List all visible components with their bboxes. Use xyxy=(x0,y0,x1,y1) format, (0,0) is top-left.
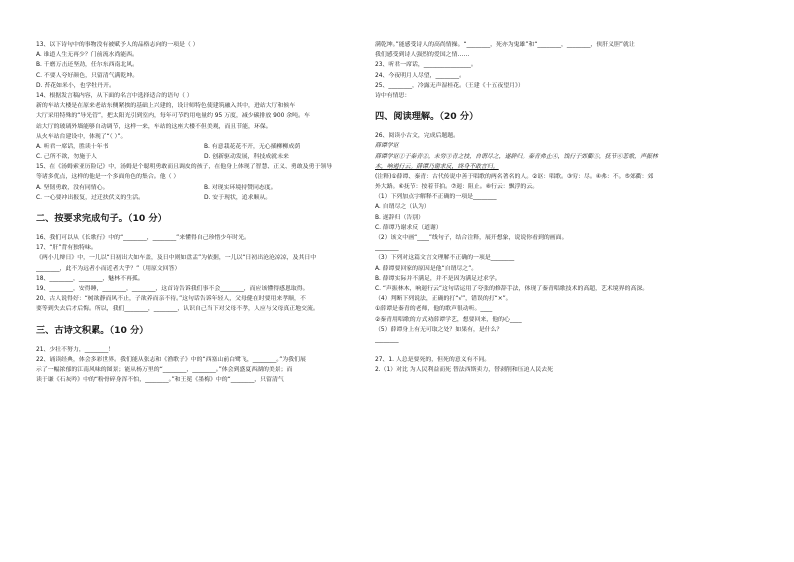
q17-line: 《两小儿辩日》中，一儿以“日初出大如车盖，及日中则如盘盂”为依据，一儿以“日初出沧沧凉凉，及其日中 xyxy=(36,255,317,262)
sub-q1-option-c: C. 薛谭乃谢求反（道谢） xyxy=(375,224,442,231)
sub-q1-option-a: A. 自谓尽之（认为） xyxy=(375,204,430,211)
q22-continued: 满乾坤。”能感受诗人的高尚情操。“________，死亦为鬼雄”和“________，________，侠肝义胆”就让 xyxy=(375,42,635,48)
poem-feeling-label: 诗中有情思： xyxy=(375,92,411,99)
q14-passage-line: 站大厅的玻璃外墙能够自动调节，这样一来，车站的这座大楼不但美观，而且节能，环保。 xyxy=(36,123,272,130)
left-column xyxy=(36,40,372,385)
passage-line: 薛谭学讴①于秦青②，未穷③青之技，自谓尽之，遂辞归。秦青弗止④，饯行于郊衢⑤，抚节⑥悲歌，声振林 xyxy=(375,153,658,160)
spacer xyxy=(375,345,760,355)
q14-option-b: B. 有意栽花花不开，无心插柳柳成荫 xyxy=(204,143,301,150)
q23: 23、听君一席话，________________。 xyxy=(375,62,477,69)
q17-line: ________，此不为远者小而近者大乎？”（用原文回答） xyxy=(36,265,181,272)
q14-option-c: C. 己所不欲，勿施于人 xyxy=(36,154,97,161)
passage-title: 薛谭学讴 xyxy=(375,143,399,150)
q24: 24、今夜明月人尽望，________。 xyxy=(375,72,465,79)
q21: 21、少壮不努力，________！ xyxy=(36,346,115,353)
sub-q2: （2）该文中画“____”线句子，结合注释，展开想象，说说你看到的画面。 xyxy=(375,235,568,241)
q15-stem-line2: 等诸多优点，这样的他是一个多面角色的集合。他（ ） xyxy=(36,174,180,181)
q13-option-a: A. 谁道人生无再少？门前流水尚能西。 xyxy=(36,52,138,59)
sub-q5: （5）薛谭身上有无可取之处？如果有，是什么？ xyxy=(375,326,503,333)
sub-q3-option-c: C. “声振林木，响遏行云”这句话运用了夸张的修辞手法，体现了秦青唱歌技术的高超，艺术境界的高深。 xyxy=(375,285,649,292)
sub-q4: （4）判断下列说法，正确的打“√”，错误的打“×”。 xyxy=(375,296,512,303)
q13-option-b: B. 千磨万击还坚劲，任尔东西南北风。 xyxy=(36,62,139,69)
q15-option-d: D. 安于现状，追求顺从。 xyxy=(204,194,272,201)
passage-notes: 外大路。⑥抚节：按着节拍。⑦遏：阻止。⑧行云：飘浮的云。 xyxy=(375,184,539,191)
q22-continued: 我们感受到诗人强烈的爱国之情…… xyxy=(375,52,470,59)
q25: 25、________，冷露无声湿桂花。（王建《十五夜望月》） xyxy=(375,82,524,89)
passage-notes: (注释)①薛谭、秦青：古代传说中善于唱歌的两名著名的人。②讴：唱歌。③穷：尽。④弗：不。⑤郊衢：郊 xyxy=(375,173,654,180)
q14-options-row xyxy=(36,142,372,152)
q14-option-d: D. 创新驱动发展，科技成就未来 xyxy=(204,154,289,161)
q14-options-row xyxy=(36,152,372,162)
q15-stem: 15、在《汤姆索亚历险记》中，汤姆是个聪明勇敢而且调皮的孩子，在他身上体现了智慧、正义、勇敢及勇于领导 xyxy=(36,164,333,171)
q27-line: 2.（1）对比 为人民利益而死 替法西斯卖力，替剥削和压迫人民去死 xyxy=(375,367,554,374)
q20-line: 20、古人说得好：“树欲静而风不止，子欲养而亲不待。”这句话告诉年轻人，父母健在时要用来孝顺，不 xyxy=(36,296,306,303)
q16: 16、我们可以从《长歌行》中的“________，________”来懂得自己珍惜少年时光。 xyxy=(36,235,250,241)
right-column xyxy=(375,40,760,376)
q15-option-a: A. 坚韧勇敢，没有同情心。 xyxy=(36,184,109,191)
section-heading-2: 二、按要求完成句子。（10 分） xyxy=(36,213,167,224)
sub-q1: （1）下列加点字解释不正确的一项是________ xyxy=(375,194,497,201)
q14-stem: 14、根据发言稿内容，从下面的名言中选择适合的语句（ ） xyxy=(36,92,193,99)
q18: 18、________，________，魅林不再孤。 xyxy=(36,275,144,282)
q22-line: 读于谦《石灰吟》中的“粉骨碎身浑不怕，________。”和王冕《墨梅》中的“________，只留清气 xyxy=(36,377,284,384)
section-heading-4: 四、阅读理解。（20 分） xyxy=(375,111,479,123)
q17-line: 17、“肝”背有独特味。 xyxy=(36,245,97,252)
q13-option-d: D. 苔花如米小，也学牡丹开。 xyxy=(36,82,115,89)
q13-option-c: C. 不要人夸好颜色，只留清气满乾坤。 xyxy=(36,72,139,79)
q20-line: 要等到失去后才后悔。所以，我们________，________，认识自己当下对父母不孝，人应与父母真正地交流。 xyxy=(36,306,319,313)
q15-options-row xyxy=(36,183,372,193)
q14-passage-line: 从火车站台建设中，体现了“（ ）”。 xyxy=(36,133,127,140)
q13-stem: 13、以下诗句中的事物没有被赋予人的品格志向的一项是（ ） xyxy=(36,42,199,48)
q27-line: 27、1. 人总是要死的，但死的意义有不同。 xyxy=(375,357,491,364)
sub-q3: （3）下列对这篇文言文理解不正确的一项是________ xyxy=(375,255,515,262)
q14-passage-line: 大厅采用特殊的“导光管”，把太阳光引到室内，每年可节约用电量约 95 万度，减少碳排放 900 余吨。车 xyxy=(36,113,310,120)
sub-q3-option-a: A. 薛谭要回家的原因是他“自谓尽之”。 xyxy=(375,265,478,272)
q15-options-row xyxy=(36,193,372,203)
section-heading-3: 三、古诗文积累。（10 分） xyxy=(36,324,149,336)
q26-stem: 26、阅读小古文，完成后题题。 xyxy=(375,133,460,140)
sub-q2-answer-blank: ________ xyxy=(375,245,399,252)
sub-q5-answer-blank: ________ xyxy=(375,336,399,343)
q14-passage-line: 新的车站大楼是在原来老站东侧紧挨的基础上兴建的，设计师特色使建筑融入其中，进站大厅和候车 xyxy=(36,103,296,110)
q22-line: 22、诵读经典，体会多彩世界。我们能从张志和《渔歌子》中的“西塞山前白鹭飞，________。”为我们展 xyxy=(36,356,306,363)
q14-option-a: A. 听君一席话，胜读十年书 xyxy=(36,143,109,150)
sub-q4-item: ②秦青用唱歌的方式劝薛谭学艺，想要回来，他的心____ xyxy=(375,316,522,323)
q15-option-b: B. 对现实环境持赞同态度。 xyxy=(204,184,277,191)
sub-q1-option-b: B. 遂辞归（告别） xyxy=(375,214,425,221)
sub-q3-option-b: B. 薛谭实际并不满足，并不是因为满足过求学。 xyxy=(375,275,501,282)
passage-line-underlined: 木，响遏行云。薛谭乃谢求反，终身不敢言归。 xyxy=(375,163,499,170)
q15-option-c: C. 一心要冲出报复，过迁扶伏义的生活。 xyxy=(36,194,144,201)
q19: 19、________，安得睡，________，________，这首诗告诉我们事不会________，而应该懂得感恩取得。 xyxy=(36,285,309,292)
sub-q4-item: ①薛谭是秦青的老师，他的歌声很动听。____ xyxy=(375,306,493,313)
q22-line: 示了一幅浓郁的江南风味的图景；能从杨万里的“________，________。”体会到盛夏西湖的美景；而 xyxy=(36,366,293,373)
